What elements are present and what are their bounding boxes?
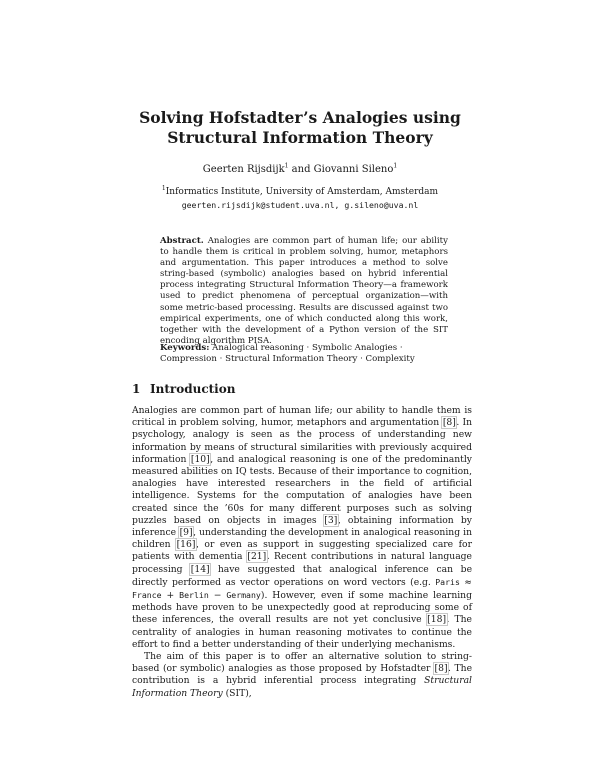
keywords bbox=[160, 343, 448, 365]
title-line-2: Structural Information Theory bbox=[167, 128, 433, 147]
code-term: Berlin bbox=[179, 590, 209, 601]
citation-link[interactable]: [3] bbox=[324, 514, 338, 526]
citation-link[interactable]: [10] bbox=[190, 453, 210, 465]
code-term: Paris bbox=[435, 576, 460, 587]
author-list bbox=[100, 164, 500, 175]
text-run: . The contribution is a hybrid inferential process integrating bbox=[132, 663, 473, 687]
keywords-label: Keywords: bbox=[160, 343, 210, 353]
section-body bbox=[132, 405, 472, 700]
citation-link[interactable]: [8] bbox=[434, 663, 448, 675]
abstract-label: Abstract. bbox=[160, 236, 204, 246]
text-run: (SIT), bbox=[222, 687, 252, 699]
affiliation-block bbox=[100, 186, 500, 212]
author-conjunction: and bbox=[288, 164, 314, 175]
keywords-text: Analogical reasoning · Symbolic Analogies · Compression · Structural Information Theory · Complexity bbox=[160, 343, 415, 365]
author-emails[interactable]: geerten.rijsdijk@student.uva.nl, g.sileno@uva.nl bbox=[181, 200, 419, 210]
emphasized-term: Structural Information Theory bbox=[132, 675, 472, 699]
citation-link[interactable]: [16] bbox=[176, 539, 196, 551]
math-operator: − bbox=[208, 590, 227, 602]
code-term: Germany bbox=[226, 590, 261, 601]
text-run: have suggested that analogical inference can be directly performed as vector operations on word vectors (e.g. bbox=[132, 563, 473, 588]
text-run: , and analogical reasoning is one of the predominantly measured abilities on IQ tests. Because of their importance to cognition, analogies have interested researchers in the field of artificial intelligence. Systems for the computation of analogies have been created since the ’60s for many different purposes such as solving puzzles based on objects in images bbox=[132, 453, 472, 526]
text-run: ). However, even if some machine learning methods have proven to be unexpectedly good at reproducing some of these inferences, the overall results are not yet conclusive bbox=[132, 590, 472, 626]
math-operator: ≈ bbox=[459, 576, 472, 588]
citation-link[interactable]: [14] bbox=[190, 563, 210, 575]
citation-link[interactable]: [9] bbox=[179, 527, 193, 539]
citation-link[interactable]: [18] bbox=[427, 614, 447, 626]
citation-link[interactable]: [21] bbox=[247, 551, 267, 563]
section-number: 1 bbox=[132, 382, 141, 396]
title-line-1: Solving Hofstadter’s Analogies using bbox=[139, 108, 461, 127]
institution: Informatics Institute, University of Amsterdam, Amsterdam bbox=[165, 187, 439, 197]
text-run: . The centrality of analogies in human reasoning motivates to continue the effort to find a better understanding of their underlying mechanisms. bbox=[132, 614, 472, 650]
text-run: . In psychology, analogy is seen as the process of understanding new information by means of structural similarities with previously acquired information bbox=[132, 417, 472, 465]
text-run: The aim of this paper is to offer an alternative solution to string-based (or symbolic) analogies as those proposed by Hofstadter bbox=[132, 651, 472, 675]
text-run: , obtaining information by inference bbox=[132, 514, 472, 539]
math-operator: + bbox=[161, 590, 180, 602]
affiliation-mark: 1 bbox=[161, 185, 166, 192]
paragraph bbox=[132, 651, 472, 700]
text-run: Analogies are common part of human life; our ability to handle them is critical in problem solving, humor, metaphors and argumentation bbox=[132, 405, 472, 429]
author-name: Geerten Rijsdijk bbox=[202, 164, 285, 175]
citation-link[interactable]: [8] bbox=[442, 417, 456, 429]
author-affiliation-mark: 1 bbox=[393, 162, 398, 170]
abstract-text: Analogies are common part of human life; our ability to handle them is critical in problem solving, humor, metaphors and argumentation. This paper introduces a method to solve string-based (symbolic) analogies based on hybrid inferential process integrating Structural Information Theory—a framework used to predict phenomena of perceptual organization—with some metric-based processing. Results are discussed against two empirical experiments, one of which conducted along this work, together with the development of a Python version of the SIT encoding algorithm PISA. bbox=[160, 236, 448, 346]
section-title: Introduction bbox=[150, 382, 236, 396]
text-run: . Recent contributions in natural language processing bbox=[132, 551, 472, 575]
abstract bbox=[160, 236, 448, 347]
paper-title bbox=[100, 108, 500, 148]
author-name: Giovanni Sileno bbox=[313, 164, 394, 175]
text-run: , or even as support in suggesting specialized care for patients with dementia bbox=[132, 539, 472, 563]
text-run: , understanding the development in analogical reasoning in children bbox=[132, 527, 472, 551]
section-heading bbox=[132, 382, 235, 396]
affiliation-line bbox=[100, 186, 500, 199]
author-affiliation-mark: 1 bbox=[284, 162, 289, 170]
code-term: France bbox=[132, 590, 162, 601]
paragraph bbox=[132, 405, 472, 651]
